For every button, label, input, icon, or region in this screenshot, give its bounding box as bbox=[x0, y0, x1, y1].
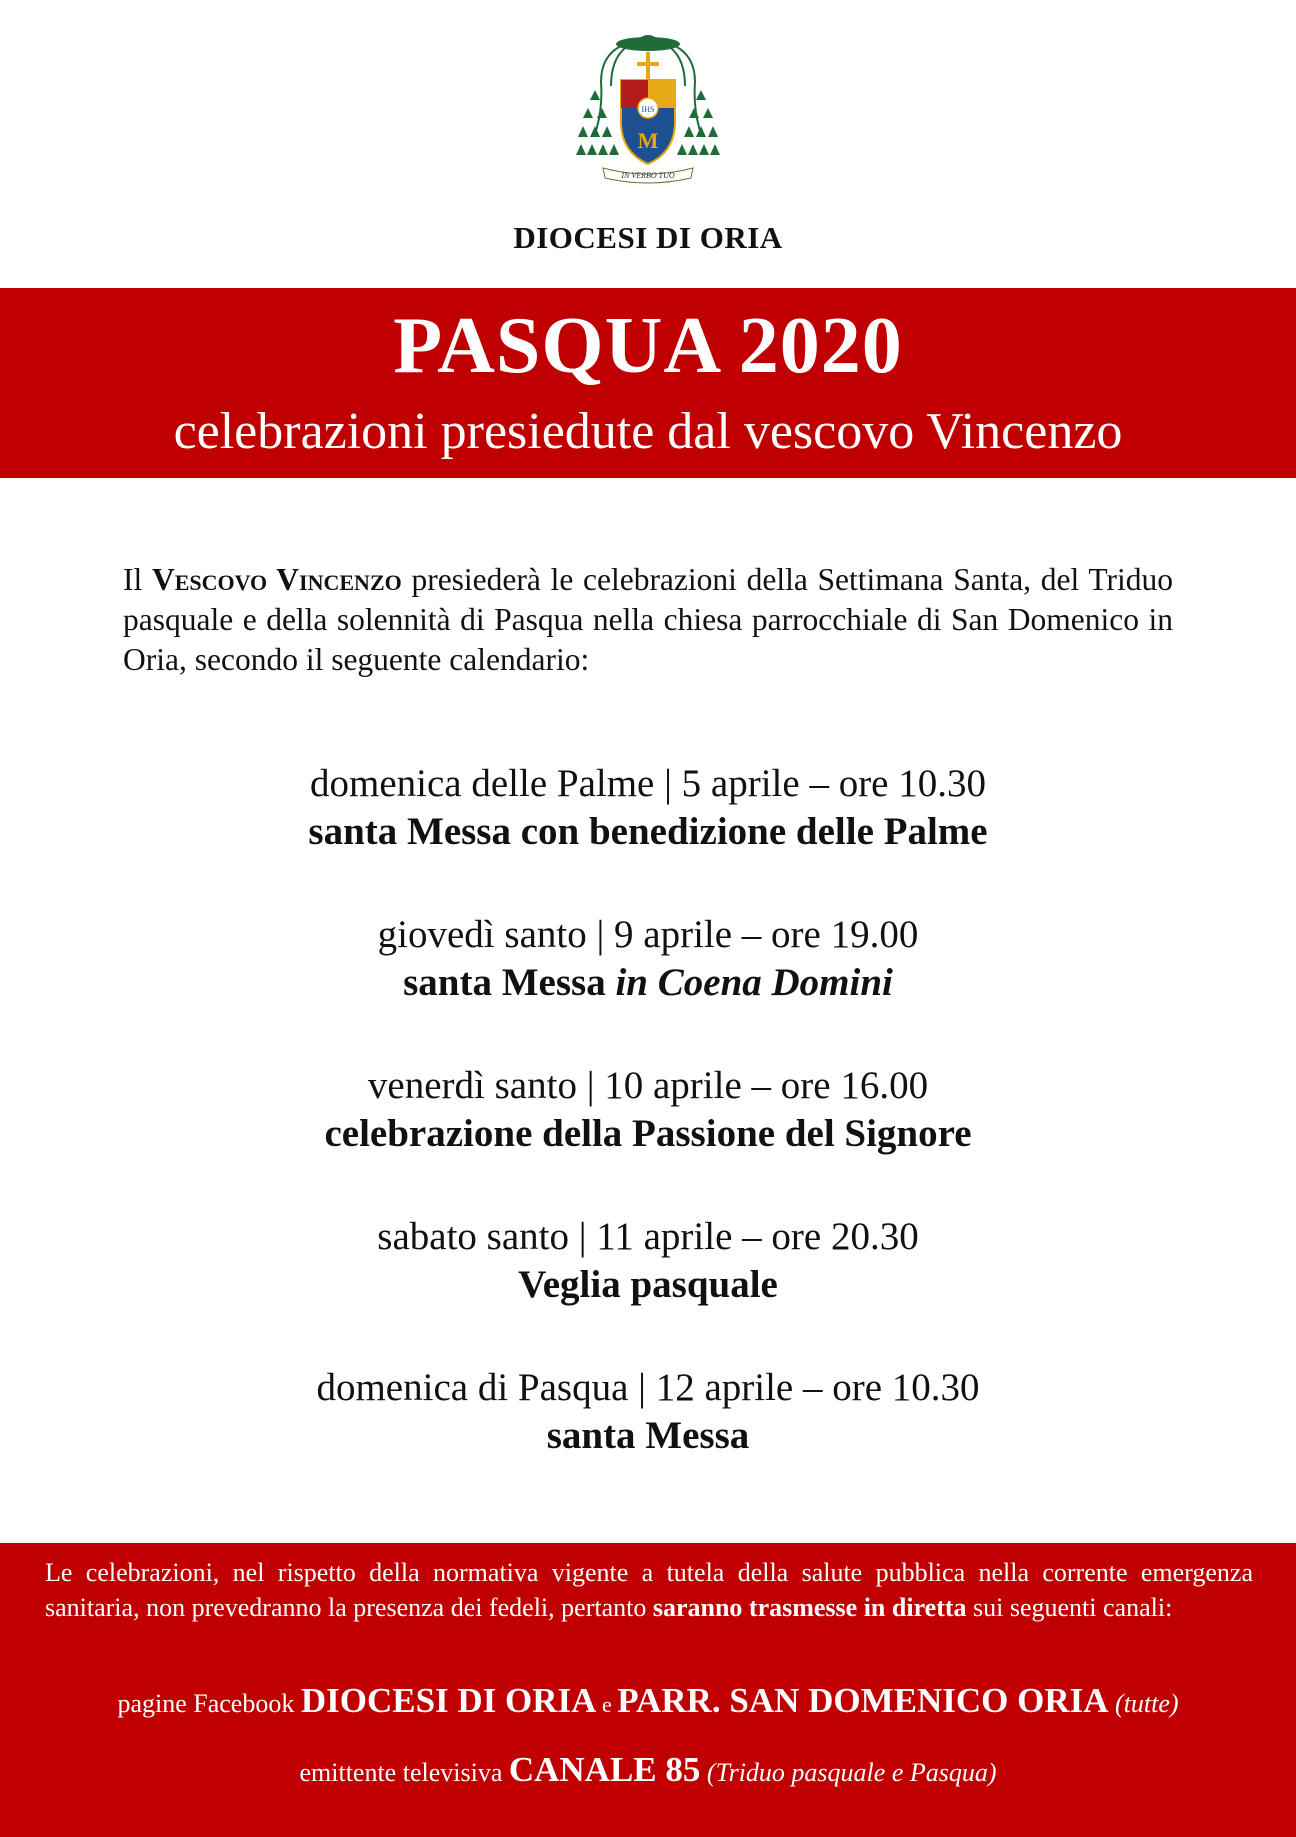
title-banner bbox=[0, 288, 1296, 478]
svg-text:M: M bbox=[637, 128, 659, 153]
intro-text: presiederà le celebrazioni della Settimana Santa, del Triduo pasquale e della solennità di Pasqua nella chiesa parrocchiale di San Domenico in Oria, secondo il seguente calendario: bbox=[123, 562, 1173, 677]
crest-icon bbox=[573, 30, 723, 190]
svg-text:IHS: IHS bbox=[641, 105, 655, 114]
facebook-page-parish: PARR. SAN DOMENICO ORIA bbox=[617, 1681, 1109, 1720]
tv-channel-name: CANALE 85 bbox=[508, 1750, 701, 1789]
broadcast-notice: Le celebrazioni, nel rispetto della normativa vigente a tutela della salute pubblica nella corrente emergenza sanitaria, non prevedranno la presenza dei fedeli, pertanto saranno trasmesse in diretta sui seguenti canali: bbox=[45, 1558, 1253, 1622]
intro-paragraph bbox=[123, 560, 1173, 680]
event-title: santa Messa con benedizione delle Palme bbox=[308, 810, 988, 853]
celebration-schedule bbox=[0, 760, 1296, 1515]
event-date: sabato santo | 11 aprile – ore 20.30 bbox=[377, 1215, 919, 1258]
event-holy-thursday bbox=[0, 911, 1296, 1062]
event-title: santa Messa in Coena Domini bbox=[403, 961, 893, 1004]
banner-title: PASQUA 2020 bbox=[393, 302, 903, 390]
event-easter-sunday bbox=[0, 1364, 1296, 1515]
facebook-page-diocese: DIOCESI DI ORIA bbox=[300, 1681, 597, 1720]
broadcast-footer bbox=[0, 1543, 1296, 1837]
bishop-name: Vescovo Vincenzo bbox=[151, 562, 402, 597]
event-palm-sunday bbox=[0, 760, 1296, 911]
event-title: Veglia pasquale bbox=[518, 1263, 778, 1306]
event-date: giovedì santo | 9 aprile – ore 19.00 bbox=[377, 913, 919, 956]
banner-subtitle: celebrazioni presiedute dal vescovo Vincenzo bbox=[173, 403, 1123, 460]
event-date: domenica di Pasqua | 12 aprile – ore 10.30 bbox=[316, 1366, 980, 1409]
intro-prefix: Il bbox=[123, 562, 152, 597]
event-holy-saturday bbox=[0, 1213, 1296, 1364]
svg-text:IN VERBO TUO: IN VERBO TUO bbox=[621, 171, 675, 180]
event-title: celebrazione della Passione del Signore bbox=[324, 1112, 972, 1155]
event-date: venerdì santo | 10 aprile – ore 16.00 bbox=[367, 1064, 929, 1107]
diocese-name: DIOCESI DI ORIA bbox=[513, 220, 783, 255]
facebook-channels: pagine Facebook DIOCESI DI ORIA e PARR. SAN DOMENICO ORIA (tutte) bbox=[117, 1681, 1179, 1720]
diocese-coat-of-arms bbox=[0, 30, 1296, 190]
event-date: domenica delle Palme | 5 aprile – ore 10.30 bbox=[309, 762, 986, 805]
event-good-friday bbox=[0, 1062, 1296, 1213]
event-title: santa Messa bbox=[546, 1414, 750, 1457]
tv-channel: emittente televisiva CANALE 85 (Triduo pasquale e Pasqua) bbox=[299, 1750, 997, 1789]
